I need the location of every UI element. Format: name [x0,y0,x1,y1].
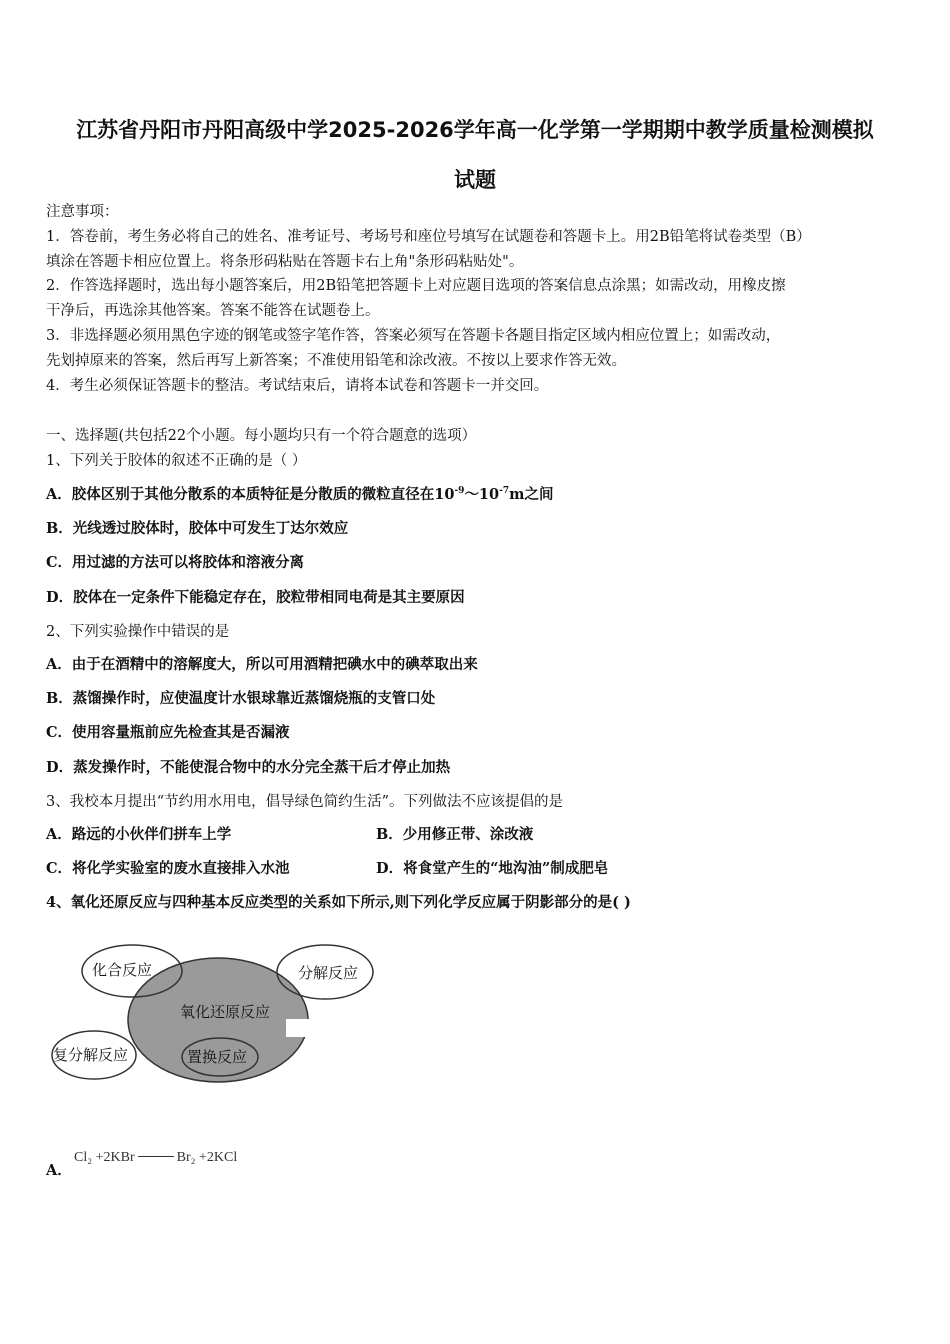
reaction-type-diagram [40,935,380,1085]
q2-option-a: A．由于在酒精中的溶解度大，所以可用酒精把碘水中的碘萃取出来 [46,656,478,673]
q3-option-b: B．少用修正带、涂改液 [376,826,534,843]
q1-option-c: C．用过滤的方法可以将胶体和溶液分离 [46,554,305,571]
notice-heading: 注意事项： [46,204,119,220]
scan-artifact [286,1019,344,1037]
equation-reactants: Cl₂ +2KBr [74,1150,135,1165]
document-title-line1: 江苏省丹阳市丹阳高级中学2025-2026学年高一化学第一学期期中教学质量检测模拟 [76,118,874,142]
q2-option-d: D．蒸发操作时，不能使混合物中的水分完全蒸干后才停止加热 [46,759,451,776]
q3-option-a: A．路远的小伙伴们拼车上学 [46,826,232,843]
notice-item-2a: 2．作答选择题时，选出每小题答案后，用2B铅笔把答题卡上对应题目选项的答案信息点涂黑；如需改动，用橡皮擦 [46,278,786,294]
q2-option-c: C．使用容量瓶前应先检查其是否漏液 [46,724,290,741]
equation-arrow [138,1156,174,1157]
equation-products: Br₂ +2KCl [176,1150,238,1165]
q3-stem: 3、我校本月提出“节约用水用电，倡导绿色简约生活”。下列做法不应该提倡的是 [46,794,564,810]
q2-option-b: B．蒸馏操作时，应使温度计水银球靠近蒸馏烧瓶的支管口处 [46,690,436,707]
notice-item-3b: 先划掉原来的答案，然后再写上新答案；不准使用铅笔和涂改液。不按以上要求作答无效。 [46,353,626,369]
label-redox: 氧化还原反应 [180,1003,271,1021]
document-title-line2: 试题 [454,168,496,192]
q1-option-d: D．胶体在一定条件下能稳定存在，胶粒带相同电荷是其主要原因 [46,589,465,606]
q3-option-c: C．将化学实验室的废水直接排入水池 [46,860,290,877]
q4-option-a-equation [74,1150,237,1166]
q1-stem: 1、下列关于胶体的叙述不正确的是（ ） [46,453,307,469]
label-decomposition: 分解反应 [298,964,359,982]
q4-stem: 4、氧化还原反应与四种基本反应类型的关系如下所示,则下列化学反应属于阴影部分的是( ) [46,894,631,911]
notice-item-2b: 干净后，再选涂其他答案。答案不能答在试题卷上。 [46,303,380,319]
label-displacement: 置换反应 [187,1048,248,1066]
q2-stem: 2、下列实验操作中错误的是 [46,624,230,640]
notice-item-3a: 3．非选择题必须用黑色字迹的钢笔或签字笔作答，答案必须写在答题卡各题目指定区域内相应位置上；如需改动， [46,328,781,344]
notice-item-4: 4．考生必须保证答题卡的整洁。考试结束后，请将本试卷和答题卡一并交回。 [46,378,549,394]
q4-option-a-label: A． [46,1162,72,1179]
notice-item-1a: 1．答卷前，考生务必将自己的姓名、准考证号、考场号和座位号填写在试题卷和答题卡上。用2B铅笔将试卷类型（B） [46,229,811,245]
label-double-decomposition: 复分解反应 [53,1046,129,1064]
q3-option-d: D．将食堂产生的“地沟油”制成肥皂 [376,860,609,877]
notice-item-1b: 填涂在答题卡相应位置上。将条形码粘贴在答题卡右上角"条形码粘贴处"。 [46,254,524,270]
q1-option-a: A．胶体区别于其他分散系的本质特征是分散质的微粒直径在$10^{-9}\sim 10^{-7}m$之间 [46,486,554,503]
section-heading: 一、选择题(共包括22个小题。每小题均只有一个符合题意的选项） [46,428,477,444]
label-combination: 化合反应 [92,961,153,979]
q1-option-b: B．光线透过胶体时，胶体中可发生丁达尔效应 [46,520,349,537]
